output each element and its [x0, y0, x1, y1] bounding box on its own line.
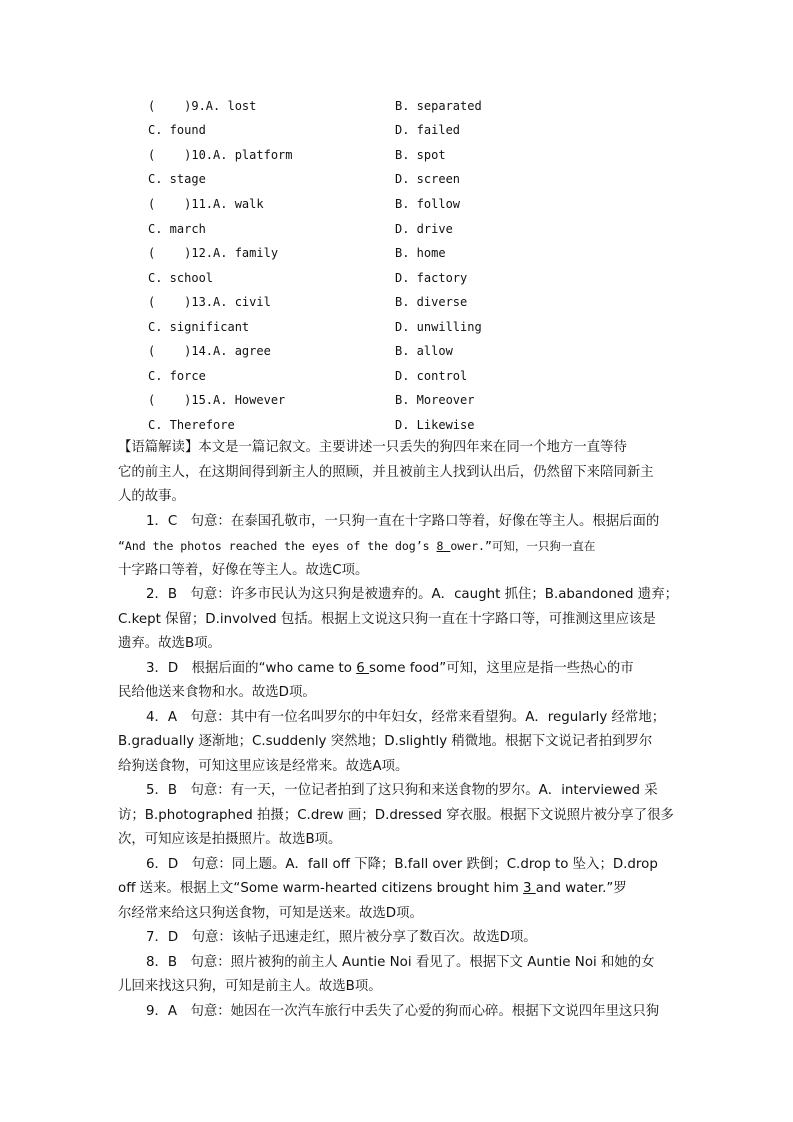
answer-line: C.kept 保留；D.involved 包括。根据上文说这只狗一直在十字路口等，可推测这里应该是 — [118, 611, 656, 627]
option-left: C. march — [148, 222, 206, 236]
option-left: C. school — [148, 271, 214, 285]
passage-analysis-line: 它的前主人，在这期间得到新主人的照顾，并且被前主人找到认出后，仍然留下来陪同新主 — [118, 464, 654, 480]
option-right: B. separated — [395, 99, 482, 113]
option-left: C. force — [148, 369, 206, 383]
option-left: C. Therefore — [148, 418, 235, 432]
option-right: B. follow — [395, 197, 461, 211]
option-right: D. drive — [395, 222, 453, 236]
analysis-section — [118, 436, 678, 1024]
answer-line: 9．A 句意：她因在一次汽车旅行中丢失了心爱的狗而心碎。根据下文说四年里这只狗 — [146, 1003, 660, 1019]
option-right: B. allow — [395, 344, 453, 358]
option-left: ( )9.A. lost — [148, 99, 257, 113]
option-right: D. factory — [395, 271, 468, 285]
answer-line: 7．D 句意：该帖子迅速走红，照片被分享了数百次。故选D项。 — [146, 930, 537, 945]
option-left: ( )15.A. However — [148, 393, 286, 407]
option-right: D. screen — [395, 172, 461, 186]
answer-line: 遗弃。故选B项。 — [118, 636, 221, 651]
answer-line: 6．D 句意：同上题。A．fall off 下降；B.fall over 跌倒；C.drop to 坠入；D.drop — [146, 856, 658, 872]
answer-line — [118, 657, 678, 682]
quote-text: some food”可知，这里应是指一些热心的市 — [368, 660, 634, 676]
quote-text: and water.”罗 — [535, 881, 627, 896]
answer-line: 1．C 句意：在泰国孔敬市，一只狗一直在十字路口等着，好像在等主人。根据后面的 — [146, 513, 660, 529]
answer-line — [118, 534, 678, 559]
option-left: ( )10.A. platform — [148, 148, 293, 162]
answer-line: 民给他送来食物和水。故选D项。 — [118, 685, 316, 700]
option-left: C. significant — [148, 320, 250, 334]
quote-text: off 送来。根据上文“Some warm-hearted citizens brought him — [118, 881, 523, 896]
answer-line: 访；B.photographed 拍摄；C.drew 画；D.dressed 穿衣服。根据下文说照片被分享了很多 — [118, 807, 674, 823]
option-left: C. found — [148, 123, 206, 137]
option-right: B. diverse — [395, 295, 468, 309]
answer-line: 8．B 句意：照片被狗的前主人 Auntie Noi 看见了。根据下文 Auntie Noi 和她的女 — [146, 954, 655, 970]
quote-text: “And the photos reached the eyes of the dog’s — [118, 539, 437, 553]
option-right: B. Moreover — [395, 393, 475, 407]
option-left: C. stage — [148, 172, 206, 186]
option-right: D. control — [395, 369, 468, 383]
answer-line: 十字路口等着，好像在等主人。故选C项。 — [118, 562, 369, 578]
blank-number: 6 — [356, 660, 369, 676]
passage-analysis-line: 【语篇解读】本文是一篇记叙文。主要讲述一只丢失的狗四年来在同一个地方一直等待 — [118, 440, 627, 455]
quote-text: 3．D 根据后面的“who came to — [146, 660, 357, 676]
option-left: ( )12.A. family — [148, 246, 279, 260]
option-left: ( )14.A. agree — [148, 344, 271, 358]
option-left: ( )13.A. civil — [148, 295, 271, 309]
answer-line: 给狗送食物，可知这里应该是经常来。故选A项。 — [118, 758, 409, 774]
answer-line — [118, 877, 678, 902]
blank-number: 3 — [523, 881, 536, 896]
passage-analysis-line: 人的故事。 — [118, 489, 185, 504]
blank-number: 8 — [436, 539, 451, 553]
answer-line: 次，可知应该是拍摄照片。故选B项。 — [118, 832, 342, 847]
answer-line: 5．B 句意：有一天，一位记者拍到了这只狗和来送食物的罗尔。A．interviewed 采 — [146, 783, 658, 798]
answer-line: 2．B 句意：许多市民认为这只狗是被遗弃的。A．caught 抓住；B.abandoned 遗弃； — [146, 587, 678, 602]
option-right: B. home — [395, 246, 446, 260]
answer-line: 儿回来找这只狗，可知是前主人。故选B项。 — [118, 979, 382, 994]
answer-line: 4．A 句意：其中有一位名叫罗尔的中年妇女，经常来看望狗。A．regularly 经常地； — [146, 709, 666, 725]
option-right: D. Likewise — [395, 418, 475, 432]
option-right: D. failed — [395, 123, 461, 137]
option-right: B. spot — [395, 148, 446, 162]
answer-line: B.gradually 逐渐地；C.suddenly 突然地；D.slightly 稍微地。根据下文说记者拍到罗尔 — [118, 734, 653, 749]
answer-line: 尔经常来给这只狗送食物，可知是送来。故选D项。 — [118, 905, 423, 921]
option-right: D. unwilling — [395, 320, 482, 334]
quote-text: ower.”可知，一只狗一直在 — [450, 539, 596, 553]
option-left: ( )11.A. walk — [148, 197, 264, 211]
